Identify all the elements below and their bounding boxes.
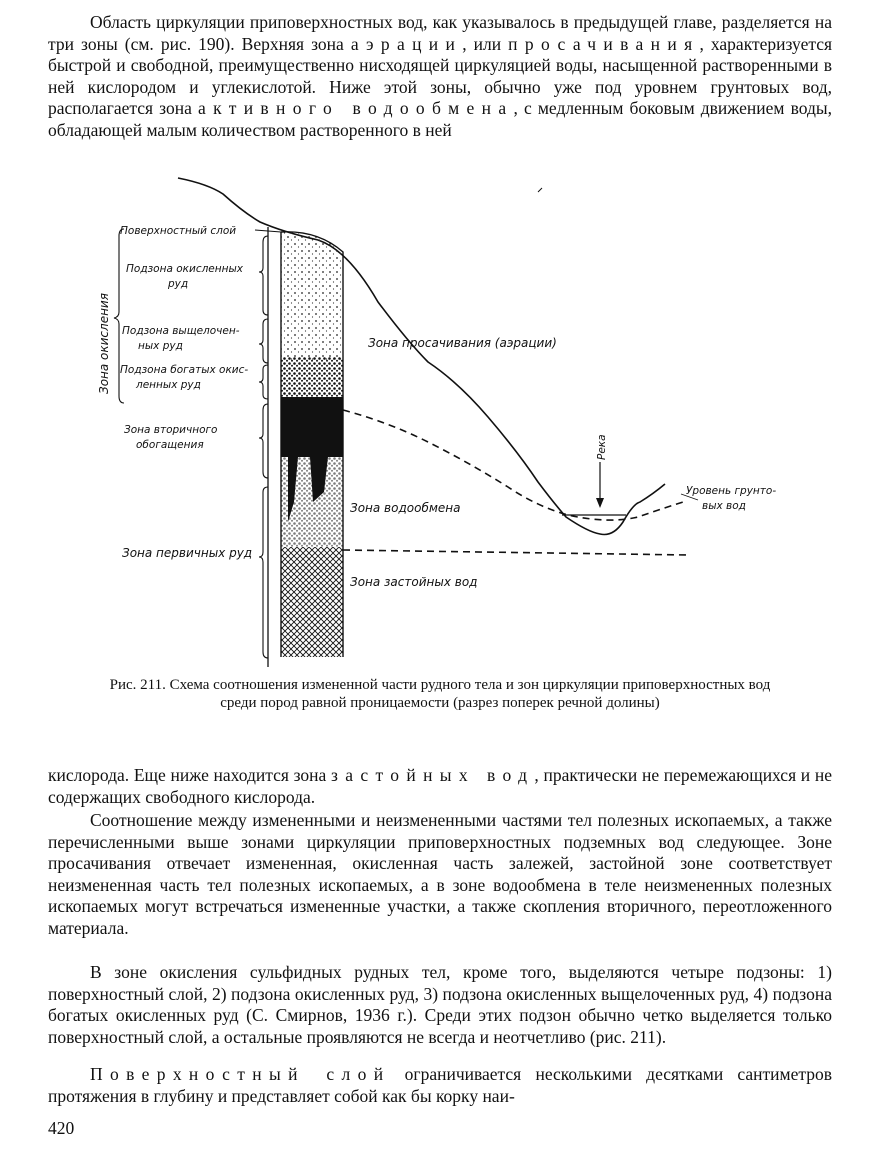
label-stagnant-zone: Зона застойных вод bbox=[350, 575, 478, 589]
label-rich-ores-line1: Подзона богатых окис- bbox=[120, 364, 249, 376]
label-oxidized-ores-line1: Подзона окисленных bbox=[126, 263, 243, 275]
small-tick-mark bbox=[538, 188, 542, 192]
ore-column-fill bbox=[281, 232, 343, 657]
paragraph-relationship: Соотношение между измененными и неизмененными частями тел полезных ископаемых, а также перечисленными выше зонами циркуляции приповерхностных подземных вод следующее. Зоне просачивания отвечает измененная, окисленная часть залежей, застойной зоне соответствует неизмененная часть тел полезных ископаемых, а в зоне водообмена в теле неизмененных полезных ископаемых могут встречаться измененные участки, а также скопления вторичного, переотложенного материала. bbox=[48, 810, 832, 938]
label-surface-layer: Поверхностный слой bbox=[120, 225, 237, 237]
stagnant-boundary-line bbox=[343, 550, 688, 555]
paragraph-surface-layer-text-b: ограничивается несколькими десятками сантиметров протяжения в глубину и представляет собой как бы корку наи- bbox=[48, 1064, 833, 1106]
label-leached-ores-line2: ных руд bbox=[138, 340, 183, 352]
label-river: Река bbox=[596, 434, 608, 460]
figure-caption: Рис. 211. Схема соотношения измененной части рудного тела и зон циркуляции приповерхностных вод среди пород равной проницаемости (разрез поперек речной долины) bbox=[109, 677, 771, 711]
label-rich-ores-line2: ленных руд bbox=[136, 379, 201, 391]
river-arrow-head bbox=[596, 498, 604, 508]
paragraph-oxygen bbox=[48, 765, 832, 808]
term-seepage: просачивания bbox=[508, 33, 700, 54]
label-oxidation-zone: Зона окисления bbox=[97, 293, 111, 394]
paragraph-intro-text-e: , характеризуется быстрой и свободной, преимущественно нисходящей циркуляцией воды, насыщенной растворенными в ней кислородом и углекислотой. Ниже этой зоны, обычно уже под уровнем грунтовых вод, располагается зона bbox=[48, 33, 833, 118]
paragraph-intro-text-c: , или bbox=[462, 33, 509, 54]
label-primary-ores: Зона первичных руд bbox=[122, 546, 253, 560]
paragraph-oxygen-text-a: кислорода. Еще ниже находится зона bbox=[48, 765, 332, 785]
ground-surface-line bbox=[178, 178, 665, 535]
label-exchange-zone: Зона водообмена bbox=[350, 501, 461, 515]
label-seepage-zone: Зона просачивания (аэрации) bbox=[368, 336, 557, 350]
zone-diagram bbox=[48, 172, 832, 672]
term-aeration: аэрации bbox=[350, 33, 463, 54]
label-secondary-enrichment-line1: Зона вторичного bbox=[124, 424, 218, 436]
label-secondary-enrichment-line2: обогащения bbox=[136, 439, 204, 451]
label-groundwater-line2: вых вод bbox=[702, 500, 746, 512]
paragraph-oxygen-text-c: , практически не перемежающихся и не содержащих свободного кислорода. bbox=[48, 765, 832, 807]
term-stagnant-waters: застойных вод bbox=[331, 765, 535, 785]
term-active-exchange: активного водообмена bbox=[197, 98, 514, 118]
label-groundwater-line1: Уровень грунто- bbox=[686, 485, 777, 497]
page-number: 420 bbox=[48, 1118, 75, 1138]
paragraph-intro-text-g: , с медленным боковым движением воды, обладающей малым количеством растворенного в ней bbox=[48, 98, 832, 140]
term-surface-layer: Поверхностный слой bbox=[90, 1064, 391, 1084]
paragraph-surface-layer bbox=[48, 1064, 832, 1107]
paragraph-intro bbox=[48, 12, 832, 141]
label-oxidized-ores-line2: руд bbox=[168, 278, 189, 290]
label-leached-ores-line1: Подзона выщелочен- bbox=[122, 325, 240, 337]
paragraph-subzones: В зоне окисления сульфидных рудных тел, кроме того, выделяются четыре подзоны: 1) поверхностный слой, 2) подзона окисленных руд, 3) подзона окисленных выщелоченных руд, 4) подзона богатых окисленных руд (С. Смирнов, 1936 г.). Среди этих подзон обычно четко выделяется только поверхностный слой, а остальные проявляются не всегда и неотчетливо (рис. 211). bbox=[48, 962, 832, 1047]
paragraph-intro-text-a: Область циркуляции приповерхностных вод, как указывалось в предыдущей главе, разделяется на три зоны (см. рис. 190). Верхняя зона bbox=[48, 12, 832, 54]
figure-211 bbox=[48, 172, 832, 672]
